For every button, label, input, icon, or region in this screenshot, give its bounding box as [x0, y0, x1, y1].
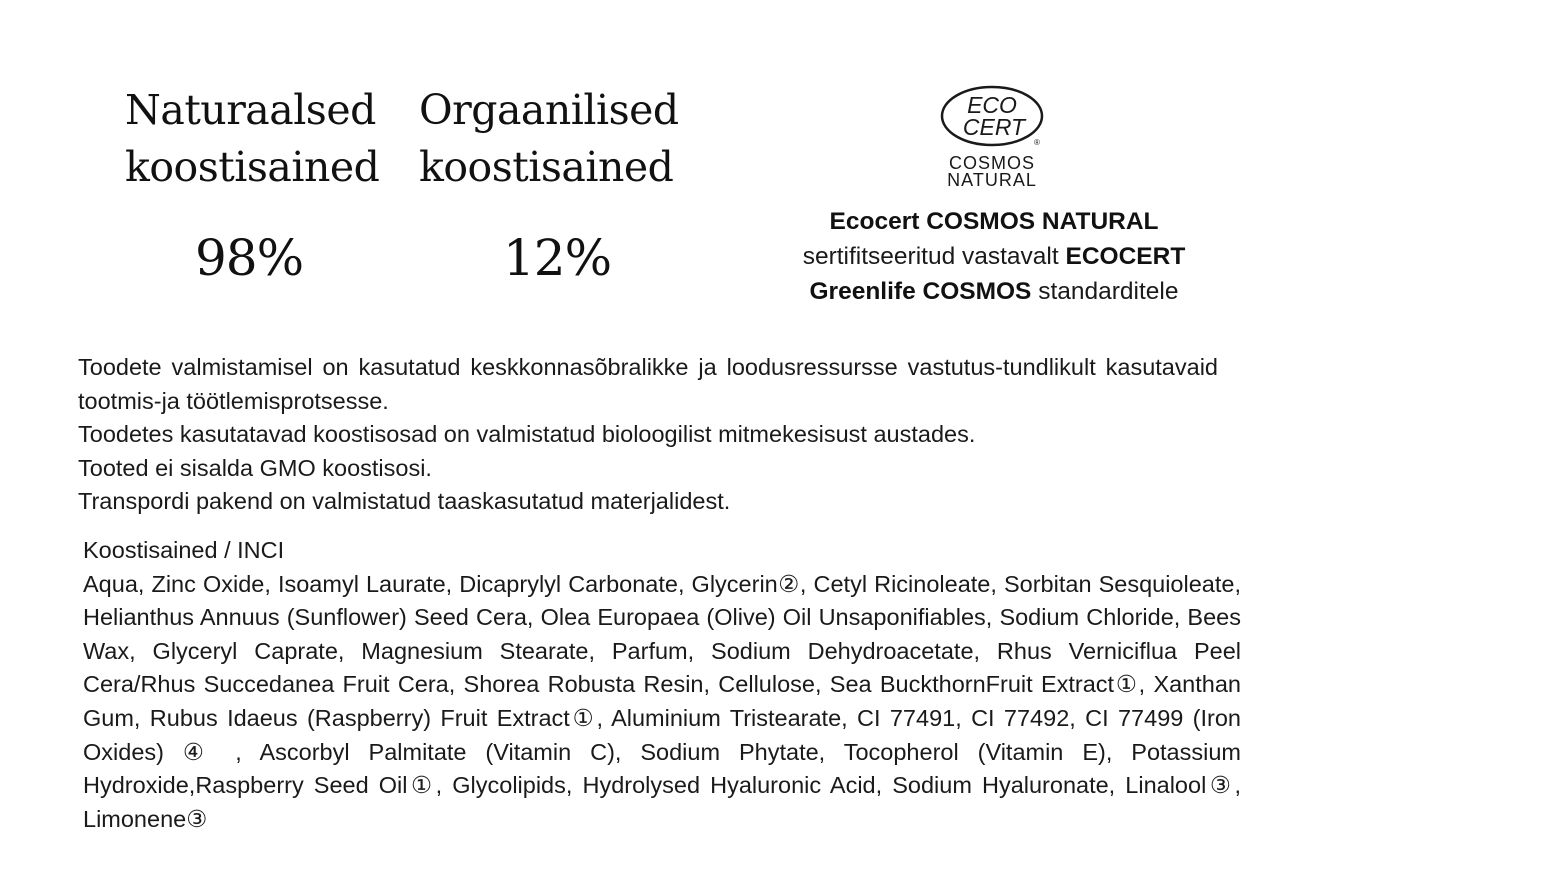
ecocert-cosmos-logo [936, 84, 1050, 192]
ecocert-logo-cert: CERT [962, 114, 1026, 140]
description-paragraph-biodiversity: Toodetes kasutatavad koostisosad on valmistatud bioloogilist mitmekesisust austades. [78, 421, 976, 447]
natural-ingredients-title [125, 82, 379, 196]
product-description [78, 351, 1218, 519]
certification-line2 [744, 239, 1244, 274]
ecocert-logo-cosmos: COSMOS [948, 153, 1036, 173]
organic-ingredients-stat [419, 82, 679, 287]
certification-statement [744, 204, 1244, 309]
certification-line2-prefix: sertifitseeritud vastavalt [802, 243, 1066, 270]
certification-body: ECOCERT [1065, 243, 1186, 270]
ecocert-logo-eco: ECO [967, 92, 1017, 118]
natural-title-line2: koostisained [125, 143, 380, 191]
natural-ingredients-percent: 98% [195, 229, 304, 287]
ecocert-logo-registered: ® [1034, 138, 1040, 147]
description-paragraph-packaging: Transpordi pakend on valmistatud taaskasutatud materjalidest. [78, 488, 731, 514]
description-paragraph-production: Toodete valmistamisel on kasutatud keskkonnasõbralikke ja loodusressursse vastutus-tundlikult kasutavaid tootmis-ja töötlemisprotsesse. [78, 354, 1218, 414]
natural-ingredients-stat [125, 82, 380, 287]
ecocert-logo-natural: NATURAL [947, 170, 1037, 190]
organic-title-line2: koostisained [419, 143, 674, 191]
certification-name: Ecocert COSMOS NATURAL [829, 208, 1159, 235]
organic-title-line1: Orgaanilised [419, 86, 679, 134]
organic-ingredients-percent: 12% [503, 229, 612, 287]
ingredients-heading: Koostisained / INCI [83, 537, 285, 563]
certification-standard: Greenlife COSMOS [809, 278, 1032, 305]
certification-line3 [744, 274, 1244, 309]
organic-ingredients-title [419, 82, 679, 196]
ingredients-list: Aqua, Zinc Oxide, Isoamyl Laurate, Dicaprylyl Carbonate, Glycerin②, Cetyl Ricinoleate, Sorbitan Sesquioleate, Helianthus Annuus (Sunflower) Seed Cera, Olea Europaea (Olive) Oil Unsaponifiables, Sodium Chloride, Bees Wax, Glyceryl Caprate, Magnesium Stearate, Parfum, Sodium Dehydroacetate, Rhus Verniciflua Peel Cera/Rhus Succedanea Fruit Cera, Shorea Robusta Resin, Cellulose, Sea BuckthornFruit Extract①, Xanthan Gum, Rubus Idaeus (Raspberry) Fruit Extract①, Aluminium Tristearate, CI 77491, CI 77492, CI 77499 (Iron Oxides) ④ , Ascorbyl Palmitate (Vitamin C), Sodium Phytate, Tocopherol (Vitamin E), Potassium Hydroxide,Raspberry Seed Oil①, Glycolipids, Hydrolysed Hyaluronic Acid, Sodium Hyaluronate, Linalool③, Limonene③ [83, 570, 1241, 832]
certification-line1 [744, 204, 1244, 239]
certification-line3-suffix: standarditele [1031, 278, 1179, 305]
natural-title-line1: Naturaalsed [125, 86, 376, 134]
ingredients-section [83, 534, 1241, 836]
description-paragraph-gmo: Tooted ei sisalda GMO koostisosi. [78, 454, 432, 481]
